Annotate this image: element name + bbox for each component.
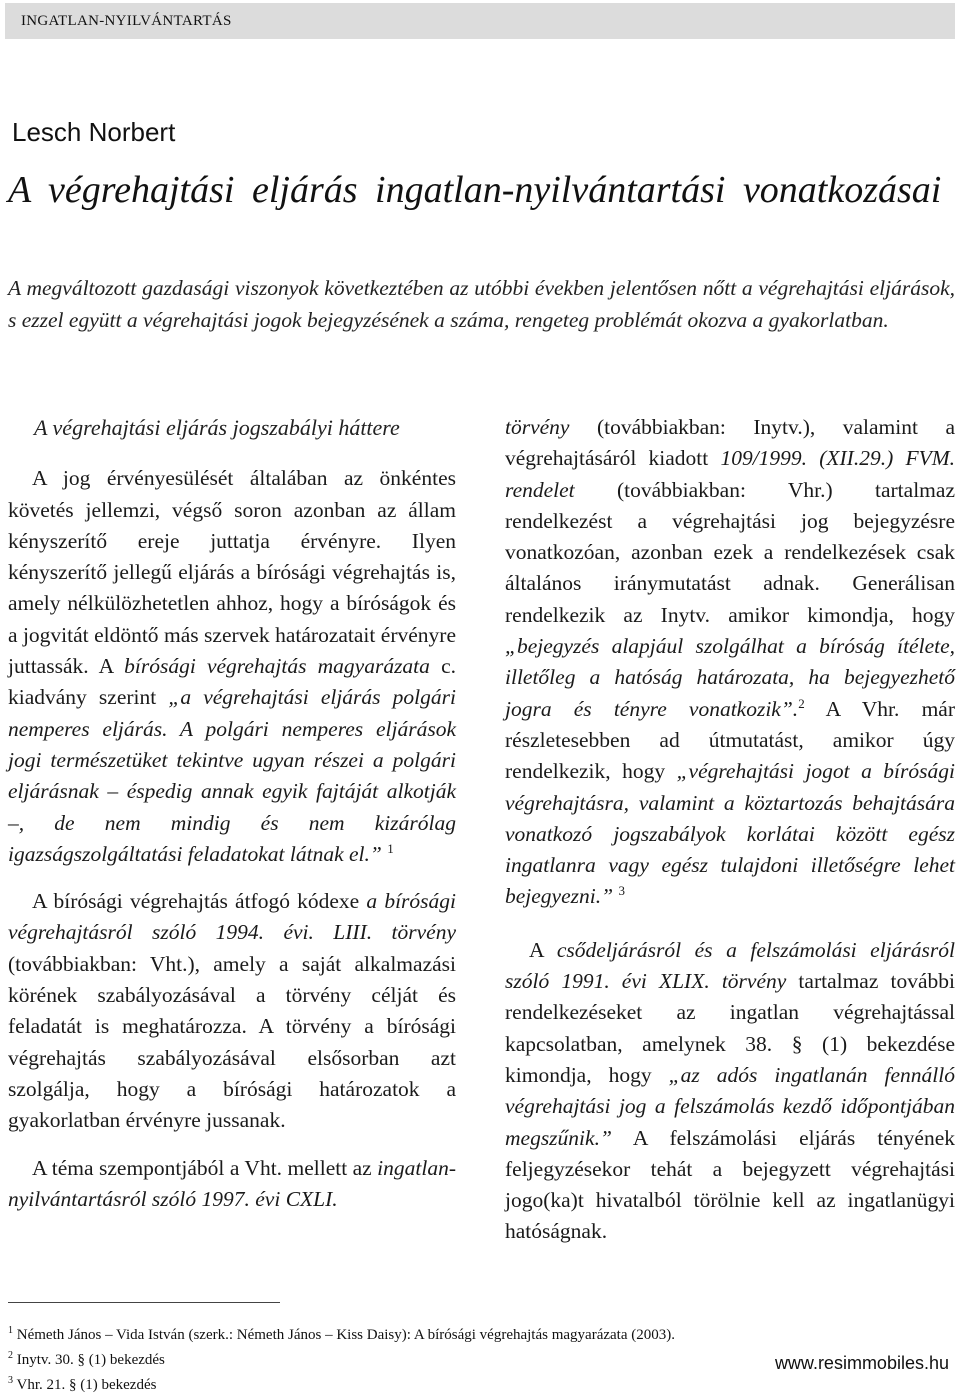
running-header-label: INGATLAN-NYILVÁNTARTÁS: [21, 13, 232, 29]
right-paragraph-2: [505, 935, 955, 1248]
text-span: (továbbiakban: Vhr.) tartalmaz rendelkezést a végrehajtási jog bejegyzésre vonatkozóan, azonban ezek a rendelkezések csak általános iránymutatást adnak. Generálisan rendelkezik az Inytv. amikor kimondja, hogy: [505, 477, 955, 627]
text-span: A Vhr. már részletesebben ad útmutatást, amikor úgy rendelkezik, hogy: [505, 696, 955, 784]
right-paragraph-1: [505, 412, 955, 913]
text-span: (továbbiakban: Vht.), amely a saját alkalmazási körének szabályozásával a törvény célját és feladatát is meghatározza. A törvény a bírósági végrehajtás szabályozásával elsősorban azt szolgálja, hogy a bírósági határozatok a gyakorlatban érvényre jussanak.: [8, 951, 456, 1133]
text-span: A: [529, 937, 557, 962]
text-span: (továbbiakban: Inytv.), valamint a végrehajtásáról kiadott: [505, 415, 955, 471]
footnote-text: Vhr. 21. § (1) bekezdés: [16, 1377, 157, 1393]
italic-span: csődeljárásról és a felszámolási eljárásról szóló 1991. évi XLIX. törvény: [505, 937, 955, 994]
footnote: [8, 1373, 948, 1398]
italic-quote: „a végrehajtási eljárás polgári nemperes eljárás. A polgári nemperes eljárások jogi természetüket tekintve ugyan részei a polgári eljárásnak – éspedig annak egyik fajtáját alkotják –, de nem mindig és nem kizárólag igazságszolgáltatási feladatokat látnak el.”: [8, 685, 456, 866]
footnote-ref-2: 2: [798, 695, 805, 711]
italic-quote: „az adós ingatlanán fennálló végrehajtási jog a felszámolás kezdő időpontjában megszűnik.”: [505, 1062, 955, 1150]
footnote-ref-3: 3: [618, 883, 625, 899]
left-column: [8, 412, 456, 1215]
left-paragraph-2: [8, 886, 456, 1136]
text-span: A felszámolási eljárás tényének feljegyzésekor tehát a bejegyzett végrehajtási jogo(ka)t hivatalból törölnie kell az ingatlanügyi hatóságnak.: [505, 1125, 955, 1244]
website-url[interactable]: www.resimmobiles.hu: [774, 1353, 949, 1373]
footnote-number: 2: [8, 1350, 13, 1361]
footnote-number: 1: [8, 1325, 13, 1336]
italic-span: bírósági végrehajtás magyarázata: [124, 654, 430, 679]
left-paragraph-3: [8, 1153, 456, 1216]
text-span: A jog érvényesülését általában az önkéntes követés jellemzi, végső soron azonban az állam kényszerítő ereje juttatja érvényre. Ilyen kényszerítő jellegű eljárás a bírósági végrehajtás is, amely nélkülözhetetlen ahhoz, hogy a bíróságok és a jogvitát eldöntő más szervek határozatait érvényre juttassák. A: [8, 466, 456, 679]
text-span: A bírósági végrehajtás átfogó kódexe: [32, 889, 367, 914]
footnote-text: Inytv. 30. § (1) bekezdés: [16, 1352, 165, 1368]
italic-span: ingatlan-nyilvántartásról szóló 1997. évi CXLI.: [8, 1155, 456, 1211]
article-abstract: A megváltozott gazdasági viszonyok következtében az utóbbi években jelentősen nőtt a végrehajtási eljárások, s ezzel együtt a végrehajtási jogok bejegyzésének a száma, rengeteg problémát okozva a gyakorlatban.: [8, 276, 955, 332]
article-title: A végrehajtási eljárás ingatlan-nyilvántartási vonatkozásai: [8, 169, 942, 211]
footnote: [8, 1323, 948, 1348]
article-author: Lesch Norbert: [12, 117, 176, 147]
running-header: [5, 3, 955, 39]
right-column: [505, 412, 955, 1248]
italic-quote: „bejegyzés alapjául szolgálhat a bíróság ítélete, illetőleg a hatóság határozata, ha bejegyezhető jogra és tényre vonatkozik”.: [505, 634, 955, 721]
italic-span: törvény: [505, 415, 570, 439]
italic-span: a bírósági végrehajtásról szóló 1994. évi. LIII. törvény: [8, 889, 456, 945]
left-paragraph-1: [8, 463, 456, 870]
footnote-divider: [8, 1302, 280, 1303]
footnote-text: Németh János – Vida István (szerk.: Németh János – Kiss Daisy): A bírósági végrehajtás magyarázata (2003).: [16, 1327, 675, 1343]
section-heading: A végrehajtási eljárás jogszabályi háttere: [34, 415, 400, 440]
text-span: tartalmaz további rendelkezéseket az ingatlan végrehajtással kapcsolatban, amelynek 38. § (1) bekezdése kimondja, hogy: [505, 969, 955, 1087]
italic-span: 109/1999. (XII.29.) FVM. rendelet: [505, 446, 955, 502]
text-span: A téma szempontjából a Vht. mellett az: [32, 1155, 378, 1180]
footnote-number: 3: [8, 1375, 13, 1386]
italic-quote: „végrehajtási jogot a bírósági végrehajtásra, valamint a köztartozás behajtására vonatkozó jogszabályok korlátai között egész ingatlanra vagy egész tulajdoni illetőségre lehet bejegyezni.”: [505, 759, 955, 909]
text-span: c. kiadvány szerint: [8, 654, 457, 710]
footnote-ref-1: 1: [387, 840, 394, 856]
